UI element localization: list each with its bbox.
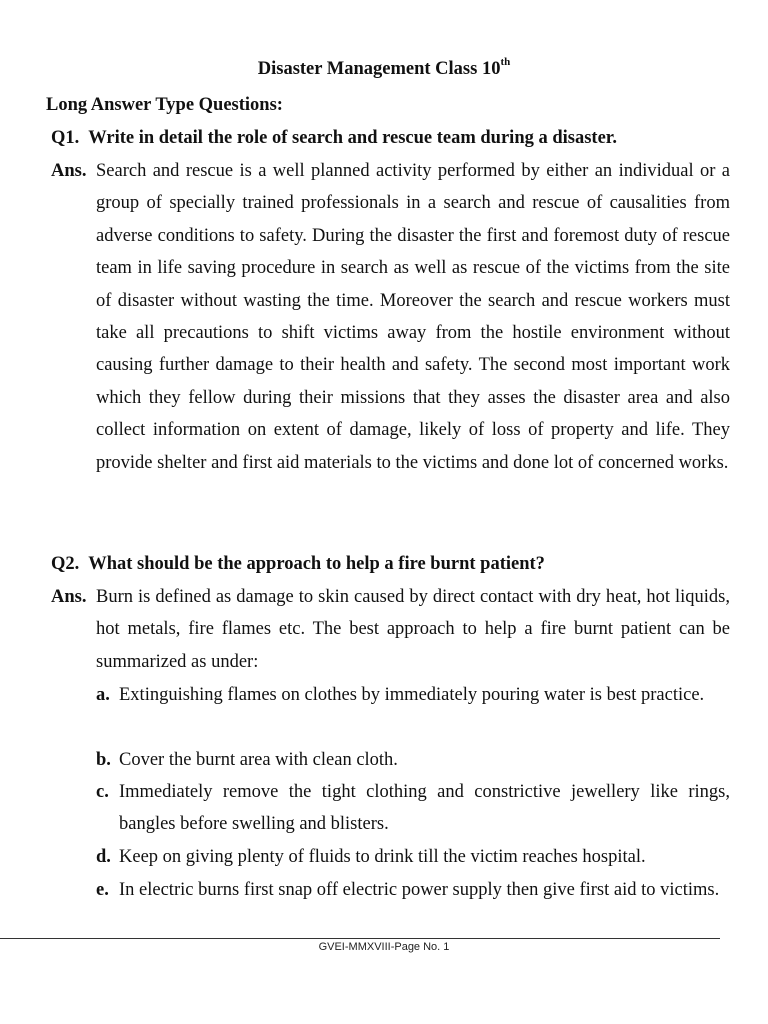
answer-1-label: Ans. (51, 161, 87, 181)
title-text: Disaster Management Class 10 (257, 59, 501, 80)
list-item-b (96, 744, 730, 776)
list-text-d: Keep on giving plenty of fluids to drink till the victim reaches hospital. (119, 847, 646, 867)
list-text-e: In electric burns first snap off electric power supply then give first aid to victims. (119, 880, 720, 900)
list-item-c (96, 776, 730, 841)
list-marker-e: e. (96, 880, 109, 900)
list-text-b: Cover the burnt area with clean cloth. (119, 750, 398, 770)
document-title (0, 58, 768, 80)
page-footer: GVEI-MMXVIII-Page No. 1 (318, 941, 450, 953)
list-marker-a: a. (96, 685, 110, 705)
list-marker-b: b. (96, 750, 111, 770)
question-2 (51, 554, 545, 575)
answer-2-label: Ans. (51, 587, 87, 607)
list-marker-c: c. (96, 782, 109, 802)
list-text-a: Extinguishing flames on clothes by immediately pouring water is best practice. (119, 685, 705, 705)
list-item-d (96, 841, 730, 873)
list-text-c: Immediately remove the tight clothing and constrictive jewellery like rings, bangles before swelling and blisters. (119, 782, 730, 835)
question-1 (51, 128, 617, 149)
footer-divider (0, 938, 720, 939)
answer-2-text: Burn is defined as damage to skin caused by direct contact with dry heat, hot liquids, hot metals, fire flames etc. The best approach to help a fire burnt patient can be summarized as under: (96, 587, 730, 672)
question-2-label: Q2. (51, 554, 80, 574)
list-item-e (96, 874, 730, 906)
answer-1-text: Search and rescue is a well planned activity performed by either an individual or a group of specially trained professionals in a search and rescue of causalities from adverse conditions to safety. During the disaster the first and foremost duty of rescue team in life saving procedure in search as well as rescue of the victims from the site of disaster without wasting the time. Moreover the search and rescue workers must take all precautions to shift victims away from the hostile environment without causing further damage to their health and safety. The second most important work which they fellow during their missions that they asses the disaster area and also collect information on extent of damage, likely of loss of property and life. They provide shelter and first aid materials to the victims and done lot of concerned works. (96, 161, 730, 473)
question-1-label: Q1. (51, 128, 80, 148)
list-item-a (96, 679, 730, 711)
question-2-text: What should be the approach to help a fire burnt patient? (88, 554, 545, 574)
list-marker-d: d. (96, 847, 111, 867)
section-heading: Long Answer Type Questions: (46, 95, 283, 115)
title-superscript: th (500, 56, 511, 68)
question-1-text: Write in detail the role of search and rescue team during a disaster. (88, 128, 617, 148)
